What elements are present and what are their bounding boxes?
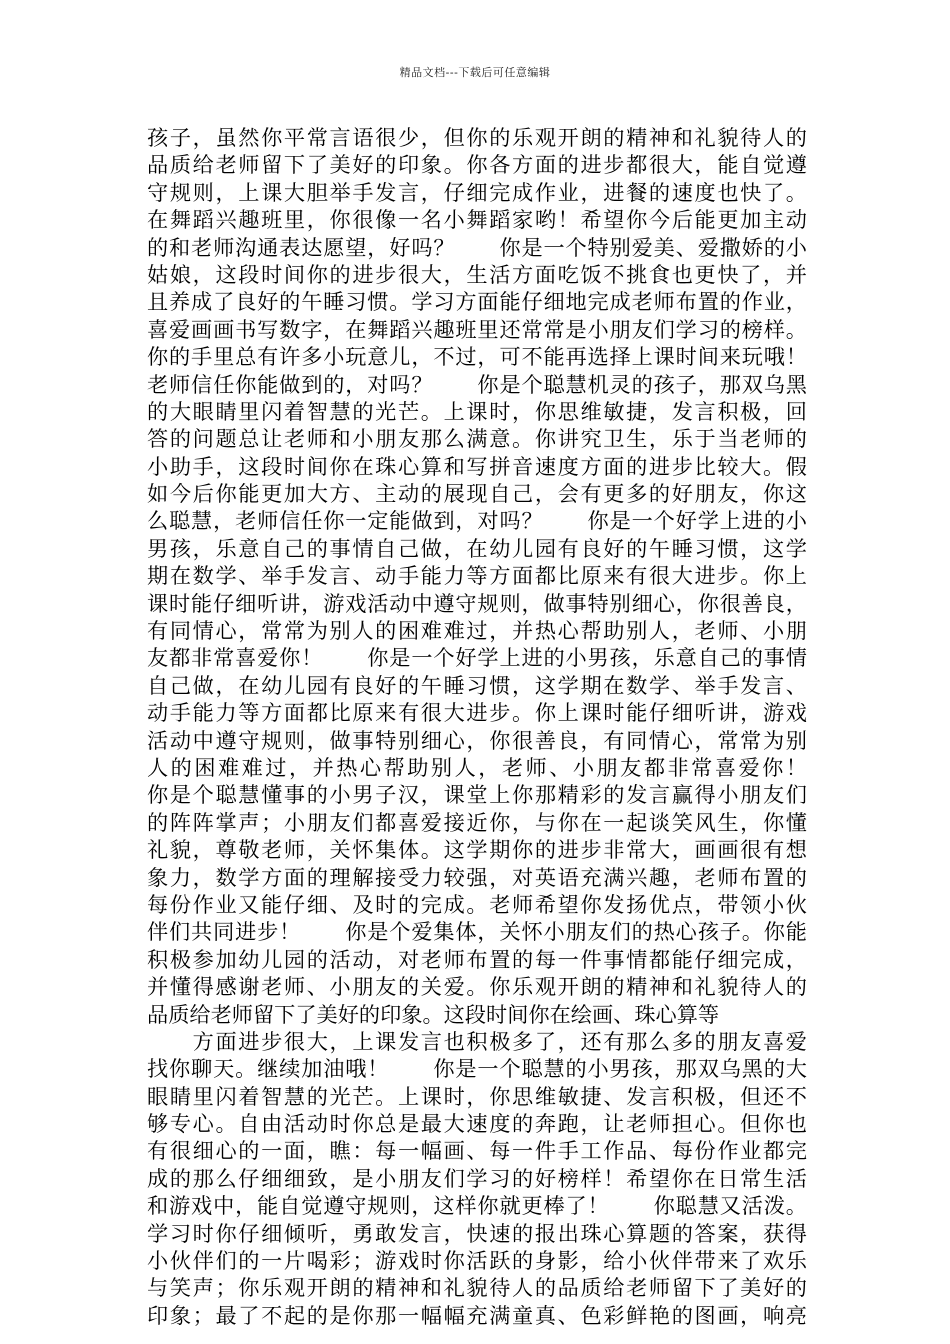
text-line: 礼貌，尊敬老师，关怀集体。这学期你的进步非常大，画画很有想 <box>147 837 807 863</box>
text-line: 且养成了良好的午睡习惯。学习方面能仔细地完成老师布置的作业， <box>147 289 807 315</box>
text-line: 你的手里总有许多小玩意儿，不过，可不能再选择上课时间来玩哦！ <box>147 344 807 370</box>
text-line: 如今后你能更加大方、主动的展现自己，会有更多的好朋友，你这 <box>147 481 807 507</box>
text-line: 姑娘，这段时间你的进步很大，生活方面吃饭不挑食也更快了，并 <box>147 261 807 287</box>
text-line: 每份作业又能仔细、及时的完成。老师希望你发扬优点，带领小伙 <box>147 891 807 917</box>
text-line: 有很细心的一面，瞧：每一幅画、每一件手工作品、每份作业都完 <box>147 1138 807 1164</box>
text-line: 么聪慧，老师信任你一定能做到，对吗？ 你是一个好学上进的小 <box>147 508 807 534</box>
text-line: 小助手，这段时间你在珠心算和写拼音速度方面的进步比较大。假 <box>147 453 807 479</box>
text-line: 课时能仔细听讲，游戏活动中遵守规则，做事特别细心，你很善良， <box>147 590 807 616</box>
text-line: 喜爱画画书写数字，在舞蹈兴趣班里还常常是小朋友们学习的榜样。 <box>147 316 807 342</box>
text-line: 老师信任你能做到的，对吗？ 你是个聪慧机灵的孩子，那双乌黑 <box>147 371 807 397</box>
text-line: 眼睛里闪着智慧的光芒。上课时，你思维敏捷、发言积极，但还不 <box>147 1083 807 1109</box>
text-line: 印象；最了不起的是你那一幅幅充满童真、色彩鲜艳的图画，响亮 <box>147 1302 807 1328</box>
text-line: 在舞蹈兴趣班里，你很像一名小舞蹈家哟！希望你今后能更加主动 <box>147 207 807 233</box>
text-line: 活动中遵守规则，做事特别细心，你很善良，有同情心，常常为别 <box>147 727 807 753</box>
text-line: 人的困难难过，并热心帮助别人，老师、小朋友都非常喜爱你！ <box>147 754 850 780</box>
text-line: 期在数学、举手发言、动手能力等方面都比原来有很大进步。你上 <box>147 563 807 589</box>
page-header: 精品文档---下载后可任意编辑 <box>399 66 551 79</box>
text-line: 与笑声；你乐观开朗的精神和礼貌待人的品质给老师留下了美好的 <box>147 1275 807 1301</box>
body-text <box>147 124 850 1328</box>
text-line: 够专心。自由活动时你总是最大速度的奔跑，让老师担心。但你也 <box>147 1111 807 1137</box>
text-line: 答的问题总让老师和小朋友那么满意。你讲究卫生，乐于当老师的 <box>147 426 807 452</box>
text-line: 的阵阵掌声；小朋友们都喜爱接近你，与你在一起谈笑风生，你懂 <box>147 809 807 835</box>
text-line: 方面进步很大，上课发言也积极多了，还有那么多的朋友喜爱 <box>147 1028 807 1054</box>
text-line: 有同情心，常常为别人的困难难过，并热心帮助别人，老师、小朋 <box>147 618 807 644</box>
text-line: 守规则，上课大胆举手发言，仔细完成作业，进餐的速度也快了。 <box>147 179 807 205</box>
text-line: 伴们共同进步！ 你是个爱集体，关怀小朋友们的热心孩子。你能 <box>147 919 807 945</box>
text-line: 动手能力等方面都比原来有很大进步。你上课时能仔细听讲，游戏 <box>147 700 807 726</box>
text-line: 品质给老师留下了美好的印象。你各方面的进步都很大，能自觉遵 <box>147 152 807 178</box>
text-line: 友都非常喜爱你！ 你是一个好学上进的小男孩，乐意自己的事情 <box>147 645 807 671</box>
text-line: 并懂得感谢老师、小朋友的关爱。你乐观开朗的精神和礼貌待人的 <box>147 974 807 1000</box>
text-line: 找你聊天。继续加油哦！ 你是一个聪慧的小男孩，那双乌黑的大 <box>147 1056 807 1082</box>
text-line: 品质给老师留下了美好的印象。这段时间你在绘画、珠心算等 <box>147 1001 720 1027</box>
text-line: 的和老师沟通表达愿望，好吗？ 你是一个特别爱美、爱撒娇的小 <box>147 234 807 260</box>
text-line: 男孩，乐意自己的事情自己做，在幼儿园有良好的午睡习惯，这学 <box>147 535 807 561</box>
text-line: 和游戏中，能自觉遵守规则，这样你就更棒了！ 你聪慧又活泼。 <box>147 1193 807 1219</box>
text-line: 自己做，在幼儿园有良好的午睡习惯，这学期在数学、举手发言、 <box>147 672 807 698</box>
text-line: 象力，数学方面的理解接受力较强，对英语充满兴趣，老师布置的 <box>147 864 807 890</box>
text-line: 学习时你仔细倾听，勇敢发言，快速的报出珠心算题的答案，获得 <box>147 1220 807 1246</box>
text-line: 你是个聪慧懂事的小男子汉，课堂上你那精彩的发言赢得小朋友们 <box>147 782 807 808</box>
text-line: 积极参加幼儿园的活动，对老师布置的每一件事情都能仔细完成， <box>147 946 807 972</box>
text-line: 孩子，虽然你平常言语很少，但你的乐观开朗的精神和礼貌待人的 <box>147 125 807 150</box>
text-line: 成的那么仔细细致，是小朋友们学习的好榜样！希望你在日常生活 <box>147 1165 807 1191</box>
text-line: 小伙伴们的一片喝彩；游戏时你活跃的身影，给小伙伴带来了欢乐 <box>147 1248 807 1274</box>
text-line: 的大眼睛里闪着智慧的光芒。上课时，你思维敏捷，发言积极，回 <box>147 398 807 424</box>
